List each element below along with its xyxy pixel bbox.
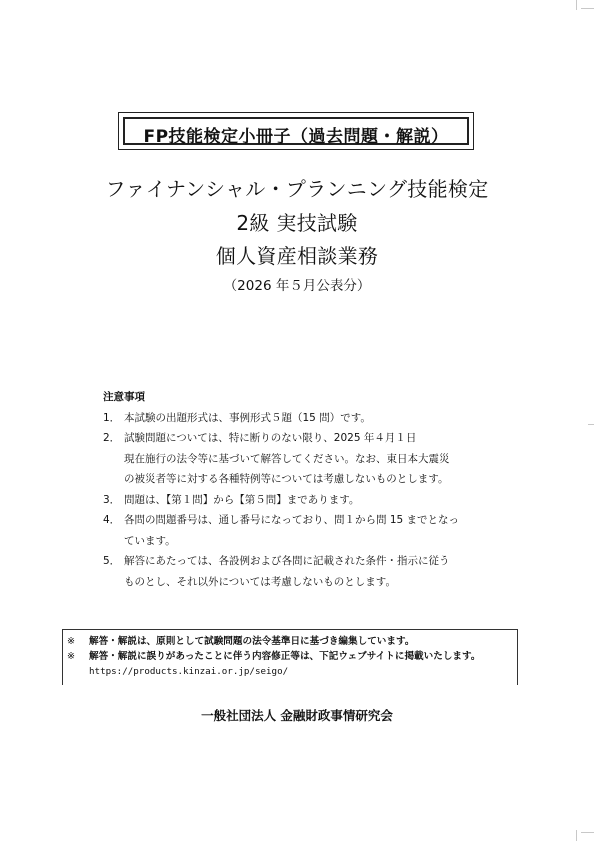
disclaimer-box — [62, 629, 518, 685]
note-number: 4． — [103, 514, 121, 526]
note-number: 1． — [103, 411, 121, 424]
note-item — [103, 408, 503, 429]
note-item — [103, 510, 503, 551]
note-number: 2． — [103, 432, 121, 444]
note-text: ものとし、それ以外については考慮しないものとします。 — [124, 575, 396, 588]
notes-section — [103, 387, 503, 592]
note-text: 解答にあたっては、各設例および各問に記載された条件・指示に従う — [124, 555, 450, 567]
crop-mark — [581, 832, 594, 833]
note-number: 3． — [103, 493, 121, 506]
note-text: 試験問題については、特に断りのない限り、2025 年４月１日 — [124, 432, 417, 444]
note-number: 5． — [103, 555, 121, 567]
note-text: の被災者等に対する各種特例等については考慮しないものとします。 — [124, 473, 449, 485]
publisher-name: 一般社団法人 金融財政事情研究会 — [201, 708, 393, 723]
disclaimer-line — [67, 649, 517, 664]
disclaimer-line — [67, 634, 517, 649]
crop-mark — [588, 424, 594, 425]
note-text: ています。 — [124, 534, 176, 547]
note-item — [103, 490, 503, 511]
note-text: 現在施行の法令等に基づいて解答してください。なお、東日本大震災 — [124, 452, 450, 465]
note-item — [103, 428, 503, 490]
note-mark: ※ — [67, 651, 76, 662]
note-text: 本試験の出題形式は、事例形式５題（15 問）です。 — [124, 411, 371, 424]
exam-title: ファイナンシャル・プランニング技能検定 — [105, 177, 489, 201]
exam-grade: 2級 実技試験 — [236, 211, 358, 235]
crop-mark — [576, 830, 577, 841]
crop-mark — [581, 8, 594, 9]
disclaimer-text: 解答・解説に誤りがあったことに伴う内容修正等は、下記ウェブサイトに掲載いたします。 — [89, 651, 481, 662]
note-mark: ※ — [67, 636, 76, 647]
crop-mark — [576, 0, 577, 10]
publication-date: （2026 年５月公表分） — [223, 278, 371, 294]
notes-heading: 注意事項 — [103, 391, 145, 403]
exam-subject: 個人資産相談業務 — [215, 244, 379, 268]
note-text: 各問の問題番号は、通し番号になっており、問１から問 15 までとなっ — [124, 514, 460, 526]
note-text: 問題は、【第１問】から【第５問】まであります。 — [124, 493, 360, 506]
booklet-label: FP技能検定小冊子（過去問題・解説） — [143, 127, 449, 147]
disclaimer-text: 解答・解説は、原則として試験問題の法令基準日に基づき編集しています。 — [89, 636, 415, 647]
note-item — [103, 551, 503, 592]
booklet-label-box — [118, 112, 474, 150]
errata-url-link[interactable]: https://products.kinzai.or.jp/seigo/ — [89, 666, 289, 677]
